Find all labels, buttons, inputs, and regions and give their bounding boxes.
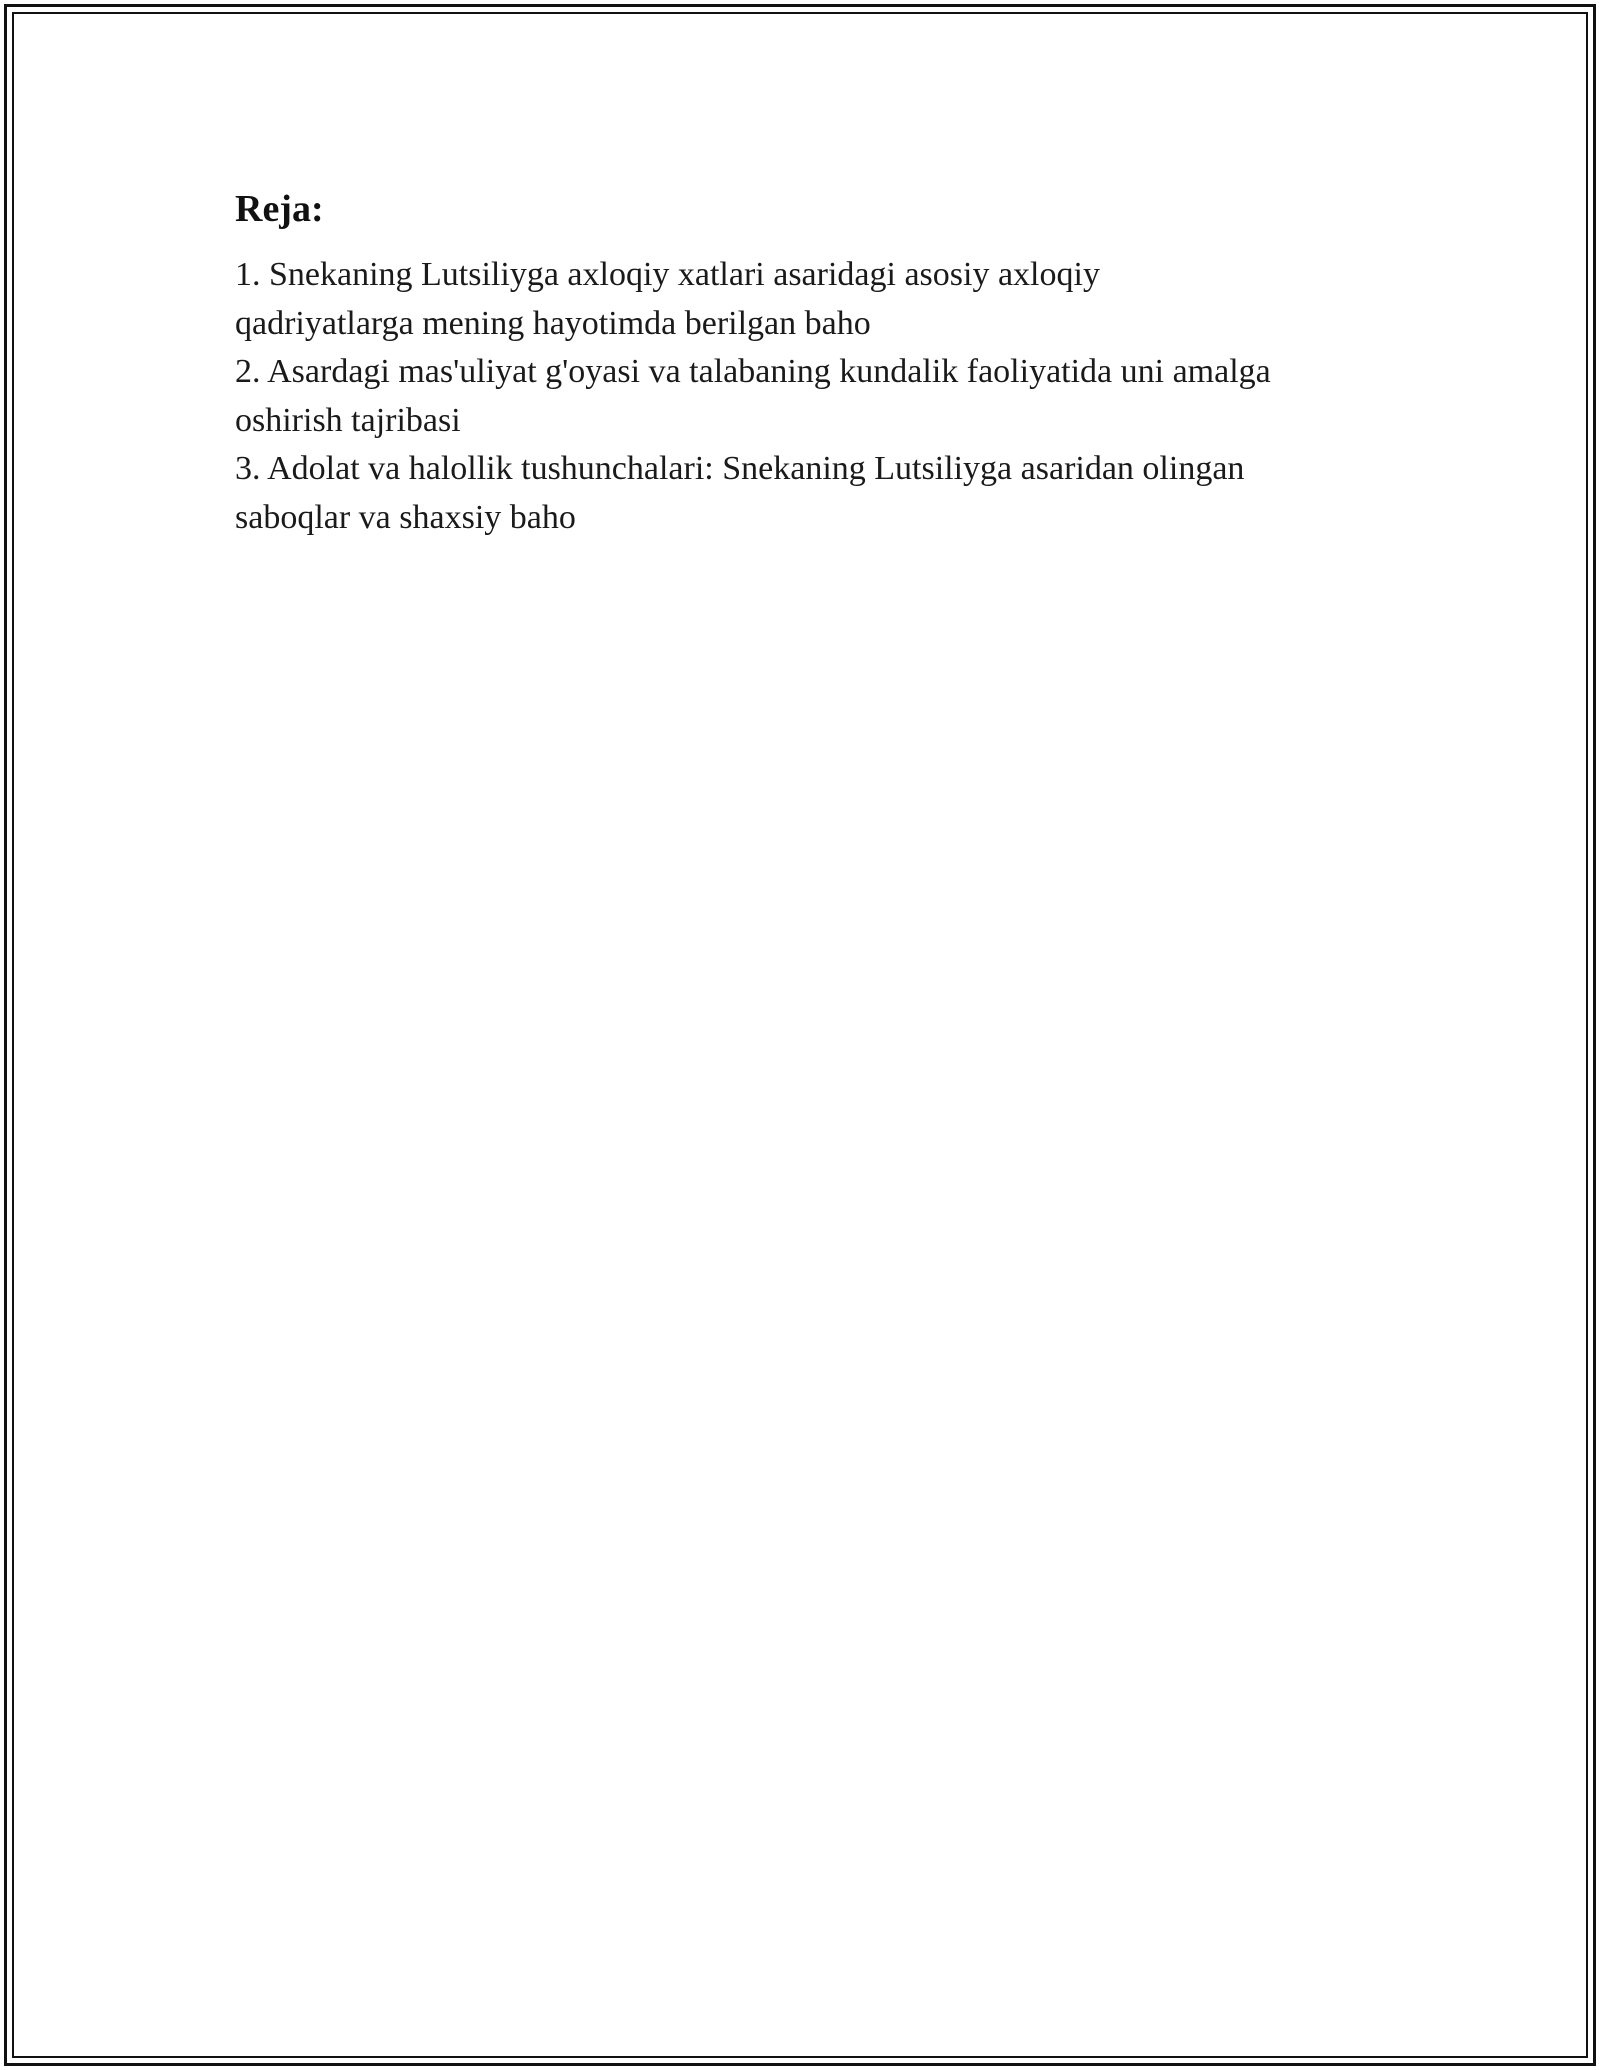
plan-list bbox=[235, 251, 1375, 542]
plan-item-2-line-2: oshirish tajribasi bbox=[235, 401, 461, 439]
plan-heading: Reja: bbox=[235, 188, 324, 230]
document-content bbox=[235, 185, 1375, 542]
plan-item-1-line-2: qadriyatlarga mening hayotimda berilgan baho bbox=[235, 304, 871, 342]
plan-item-3-line-2: saboqlar va shaxsiy baho bbox=[235, 498, 576, 536]
plan-item-3-line-1: 3. Adolat va halollik tushunchalari: Snekaning Lutsiliyga asaridan olingan bbox=[235, 450, 1245, 487]
plan-item-2 bbox=[235, 348, 1375, 445]
plan-item-3 bbox=[235, 445, 1375, 542]
plan-item-2-line-1: 2. Asardagi mas'uliyat g'oyasi va talabaning kundalik faoliyatida uni amalga bbox=[235, 353, 1271, 390]
plan-item-1 bbox=[235, 251, 1375, 348]
plan-item-1-line-1: 1. Snekaning Lutsiliyga axloqiy xatlari asaridagi asosiy axloqiy bbox=[235, 256, 1100, 293]
